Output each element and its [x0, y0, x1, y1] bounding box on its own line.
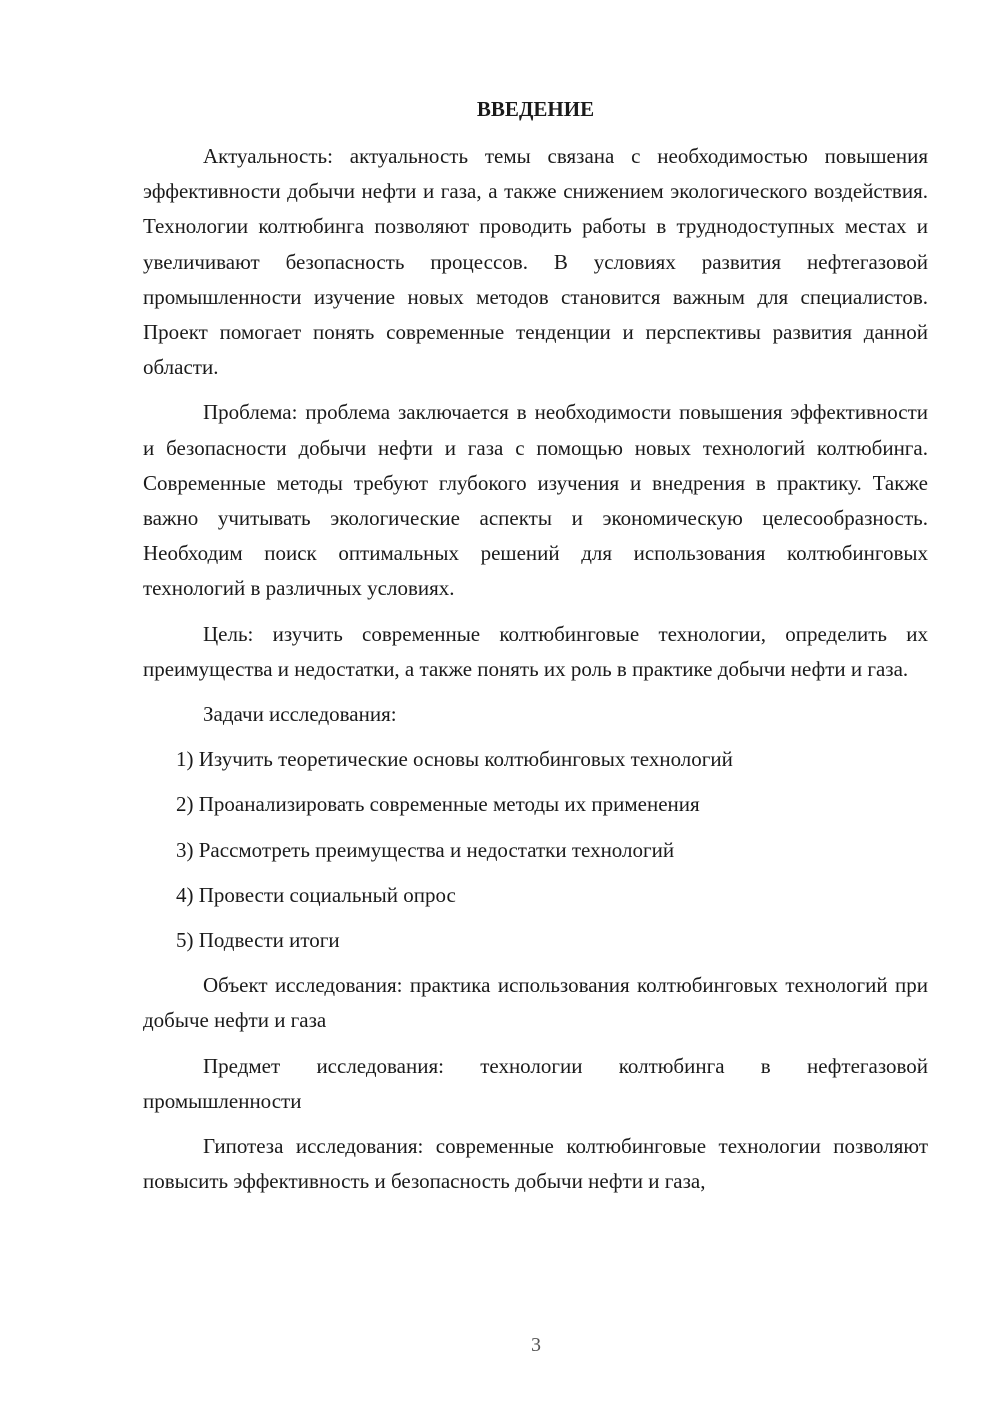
paragraph-relevance: Актуальность: актуальность темы связана с необходимостью повышения эффективности добычи нефти и газа, а также снижением экологического воздействия. Технологии колтюбинга позволяют проводить работы в труднодоступных местах и увеличивают безопасность процессов. В условиях развития нефтегазовой промышленности изучение новых методов становится важным для специалистов. Проект помогает понять современные тенденции и перспективы развития данной области. — [143, 144, 928, 380]
paragraph-object: Объект исследования: практика использования колтюбинговых технологий при добыче нефти и газа — [143, 973, 928, 1033]
paragraph-subject: Предмет исследования: технологии колтюбинга в нефтегазовой промышленности — [143, 1053, 928, 1113]
task-item-3: 3) Рассмотреть преимущества и недостатки технологий — [176, 837, 675, 862]
task-item-5: 5) Подвести итоги — [176, 928, 340, 953]
task-list — [143, 742, 928, 958]
task-item-4: 4) Провести социальный опрос — [176, 882, 456, 907]
task-item-2: 2) Проанализировать современные методы их применения — [176, 792, 700, 817]
document-page — [143, 92, 928, 1209]
paragraph-hypothesis: Гипотеза исследования: современные колтюбинговые технологии позволяют повысить эффективность и безопасность добычи нефти и газа, — [143, 1134, 928, 1194]
page-number: 3 — [531, 1334, 541, 1356]
paragraph-problem: Проблема: проблема заключается в необходимости повышения эффективности и безопасности добычи нефти и газа с помощью новых технологий колтюбинга. Современные методы требуют глубокого изучения и внедрения в практику. Также важно учитывать экологические аспекты и экономическую целесообразность. Необходим поиск оптимальных решений для использования колтюбинговых технологий в различных условиях. — [143, 400, 928, 601]
tasks-heading: Задачи исследования: — [203, 702, 397, 727]
section-title: ВВЕДЕНИЕ — [476, 97, 595, 121]
task-item-1: 1) Изучить теоретические основы колтюбинговых технологий — [176, 747, 733, 772]
paragraph-goal: Цель: изучить современные колтюбинговые технологии, определить их преимущества и недостатки, а также понять их роль в практике добычи нефти и газа. — [143, 621, 928, 681]
